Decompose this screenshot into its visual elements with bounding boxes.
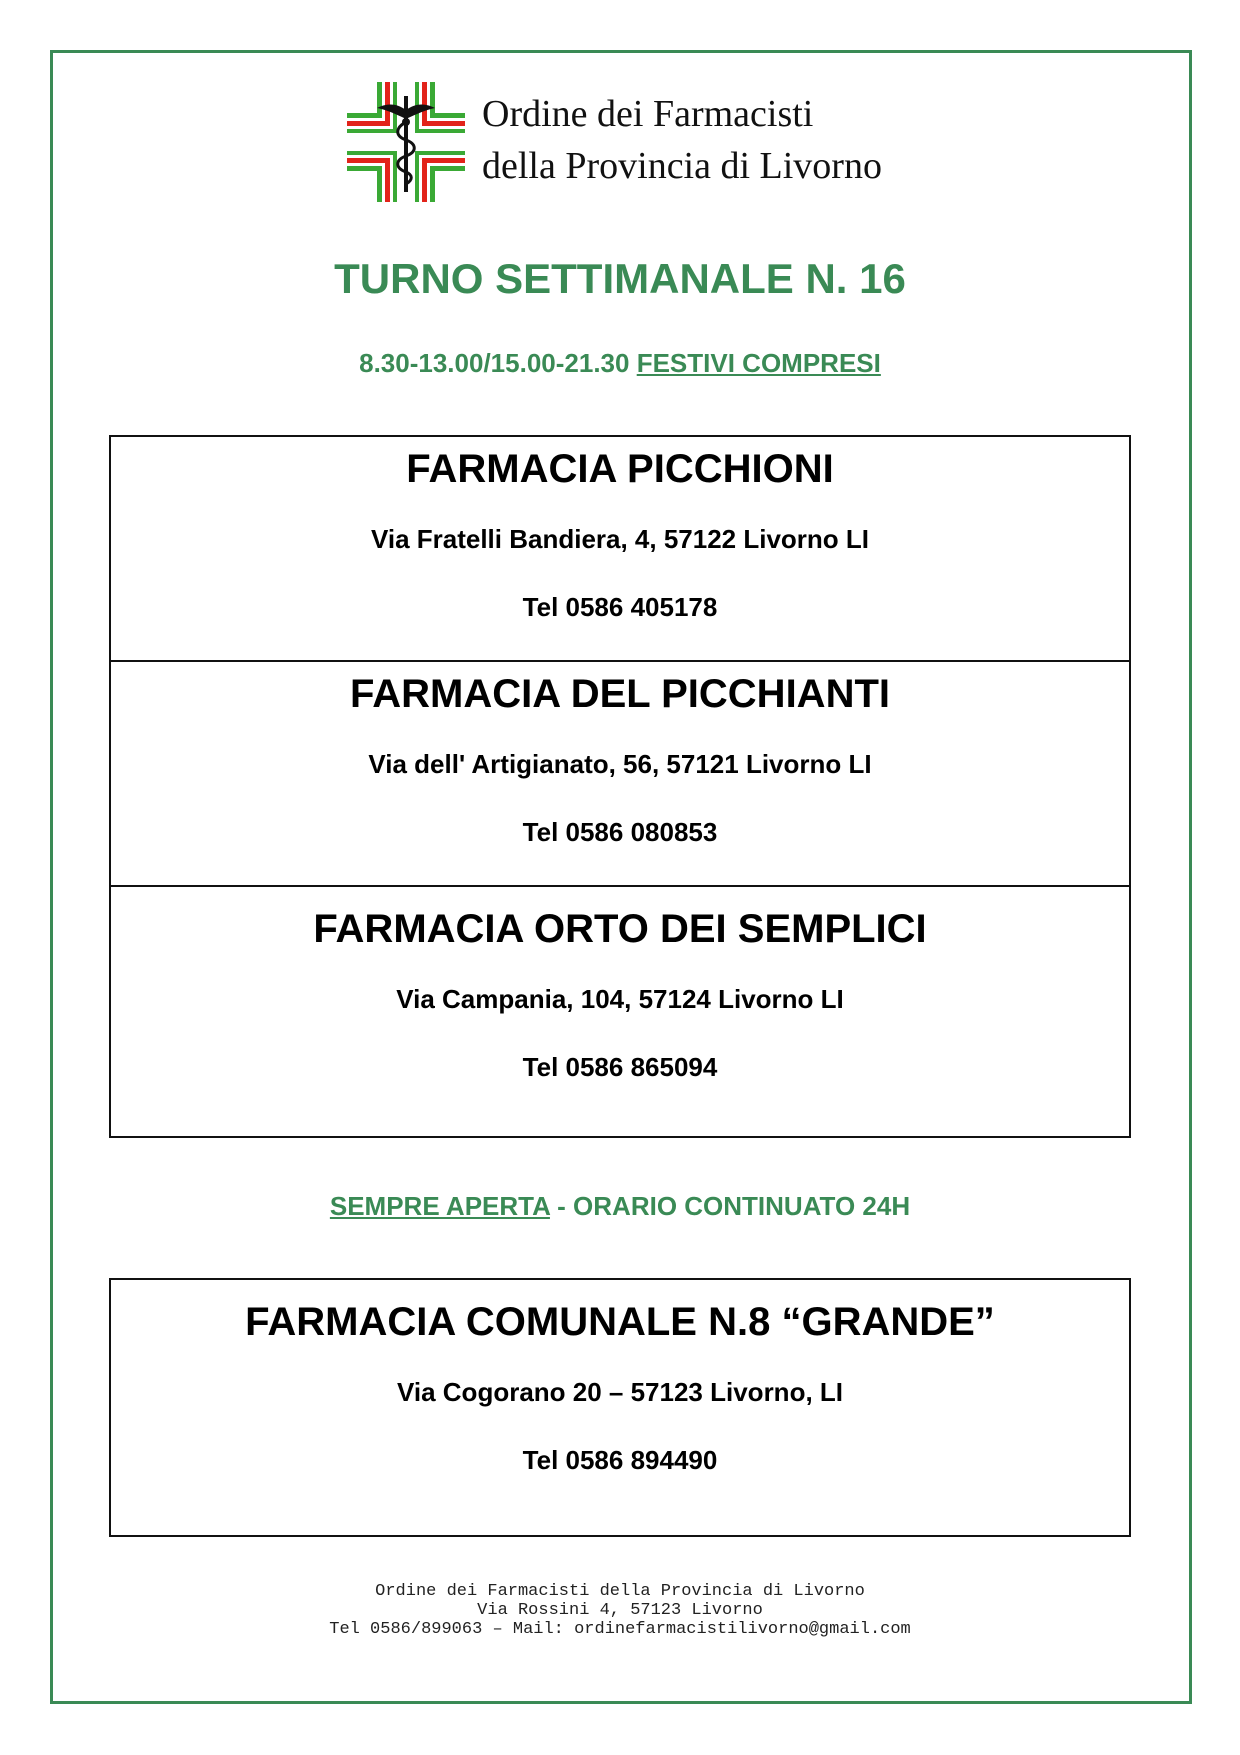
pharmacy-entry (111, 670, 1129, 848)
always-open-label: SEMPRE APERTA (329, 1191, 550, 1221)
org-name-line1: Ordine dei Farmacisti (482, 93, 814, 135)
footer-line3: Tel 0586/899063 – Mail: ordinefarmacistilivorno@gmail.com (329, 1620, 911, 1639)
pharmacy-name: FARMACIA DEL PICCHIANTI (350, 672, 890, 716)
pharmacy-name: FARMACIA PICCHIONI (406, 447, 834, 491)
pharmacy-name: FARMACIA ORTO DEI SEMPLICI (313, 907, 927, 951)
pharmacy-address: Via dell' Artigianato, 56, 57121 Livorno LI (368, 749, 872, 779)
pharmacy-address: Via Cogorano 20 – 57123 Livorno, LI (397, 1377, 843, 1407)
pharmacy-phone: Tel 0586 894490 (522, 1445, 718, 1475)
pharmacy-name: FARMACIA COMUNALE N.8 “GRANDE” (245, 1300, 995, 1344)
org-name-line2: della Provincia di Livorno (482, 145, 882, 187)
divider (111, 660, 1129, 662)
pharmacy-phone: Tel 0586 865094 (522, 1052, 718, 1082)
page-title: TURNO SETTIMANALE N. 16 (334, 255, 906, 302)
caduceus-cross-icon (347, 82, 465, 202)
pharmacy-phone: Tel 0586 080853 (522, 817, 718, 847)
pharmacy-list-box (109, 435, 1131, 1138)
divider (111, 885, 1129, 887)
pharmacy-address: Via Fratelli Bandiera, 4, 57122 Livorno LI (370, 524, 870, 554)
opening-hours-time: 8.30-13.00/15.00-21.30 (359, 348, 630, 378)
always-open-hours: - ORARIO CONTINUATO 24H (549, 1191, 911, 1221)
always-open-box (109, 1278, 1131, 1537)
pharmacy-address: Via Campania, 104, 57124 Livorno LI (396, 984, 844, 1014)
footer-line2: Via Rossini 4, 57123 Livorno (477, 1601, 763, 1620)
pharmacy-entry (111, 1298, 1129, 1476)
opening-hours-holidays: FESTIVI COMPRESI (636, 348, 881, 378)
pharmacy-entry (111, 905, 1129, 1083)
pharmacy-phone: Tel 0586 405178 (522, 592, 718, 622)
opening-hours (0, 348, 1240, 379)
pharmacy-entry (111, 445, 1129, 623)
always-open-heading (0, 1191, 1240, 1222)
organization-name (482, 88, 882, 192)
footer-line1: Ordine dei Farmacisti della Provincia di Livorno (375, 1582, 865, 1601)
footer (0, 1582, 1240, 1639)
